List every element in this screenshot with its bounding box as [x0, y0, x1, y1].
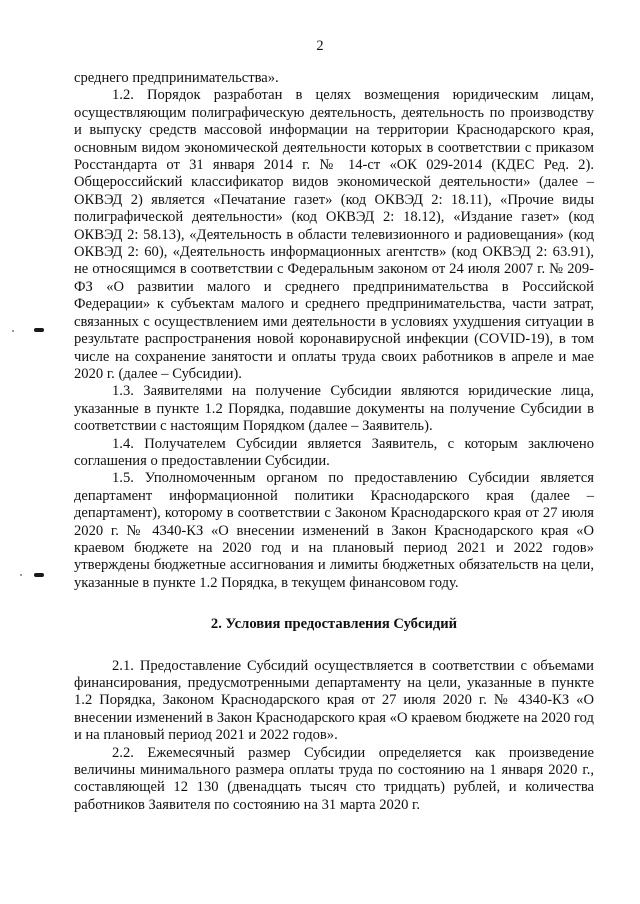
- paragraph-1-3: 1.3. Заявителями на получение Субсидии являются юридические лица, указанные в пункте 1.2 Порядка, подавшие документы на получение Субсидии в соответствии с настоящим Порядком (далее – Заявитель).: [74, 383, 594, 435]
- paragraph-1-5: 1.5. Уполномоченным органом по предоставлению Субсидии является департамент информационной политики Краснодарского края (далее – департамент), которому в соответствии с Законом Краснодарского края от 27 июля 2020 г. № 4340-КЗ «О внесении изменений в Закон Краснодарского края «О краевом бюджете на 2020 год и на плановый период 2021 и 2022 годов» утверждены бюджетные ассигнования и лимиты бюджетных обязательств на цели, указанные в пункте 1.2 Порядка, в текущем финансовом году.: [74, 470, 594, 591]
- scan-speck: [12, 330, 14, 332]
- binder-hole-mark: [34, 328, 44, 332]
- paragraph-continuation: среднего предпринимательства».: [74, 70, 279, 86]
- binder-hole-mark: [34, 573, 44, 577]
- paragraph-1-2: 1.2. Порядок разработан в целях возмещения юридическим лицам, осуществляющим полиграфическую деятельность, деятельность по производству и выпуску средств массовой информации на территории Краснодарского края, основным видом экономической деятельности которых в соответствии с приказом Росстандарта от 31 января 2014 г. № 14-ст «ОК 029-2014 (КДЕС Ред. 2). Общероссийский классификатор видов экономической деятельности» (далее – ОКВЭД 2) является «Печатание газет» (код ОКВЭД 2: 18.11), «Прочие виды полиграфической деятельности» (код ОКВЭД 2: 18.12), «Издание газет» (код ОКВЭД 2: 58.13), «Деятельность в области телевизионного и радиовещания» (код ОКВЭД 2: 60), «Деятельность информационных агентств» (код ОКВЭД 2: 63.91), не относящимся в соответствии с Федеральным законом от 24 июля 2007 г. № 209-ФЗ «О развитии малого и среднего предпринимательства в Российской Федерации» к субъектам малого и среднего предпринимательства, части затрат, связанных с осуществлением ими деятельности в условиях ухудшения ситуации в результате распространения новой коронавирусной инфекции (COVID-19), в том числе на сохранение занятости и оплаты труда своих работников в апреле и мае 2020 г. (далее – Субсидии).: [74, 87, 594, 382]
- paragraph-2-1: 2.1. Предоставление Субсидий осуществляется в соответствии с объемами финансирования, предусмотренными департаменту на цели, указанные в пункте 1.2 Порядка, Законом Краснодарского края от 27 июля 2020 г. № 4340-КЗ «О внесении изменений в Закон Краснодарского края «О краевом бюджете на 2020 год и на плановый период 2021 и 2022 годов».: [74, 657, 594, 744]
- paragraph-2-2: 2.2. Ежемесячный размер Субсидии определяется как произведение величины минимального размера оплаты труда по состоянию на 1 января 2020 г., составляющей 12 130 (двенадцать тысяч сто тридцать) рублей, и количества работников Заявителя по состоянию на 31 марта 2020 г.: [74, 744, 594, 813]
- section-heading: 2. Условия предоставления Субсидий: [210, 616, 458, 633]
- paragraph-1-4: 1.4. Получателем Субсидии является Заявитель, с которым заключено соглашения о предоставлении Субсидии.: [74, 435, 594, 469]
- document-body: [74, 70, 594, 814]
- scan-speck: [20, 574, 22, 576]
- page-number: 2: [316, 38, 324, 54]
